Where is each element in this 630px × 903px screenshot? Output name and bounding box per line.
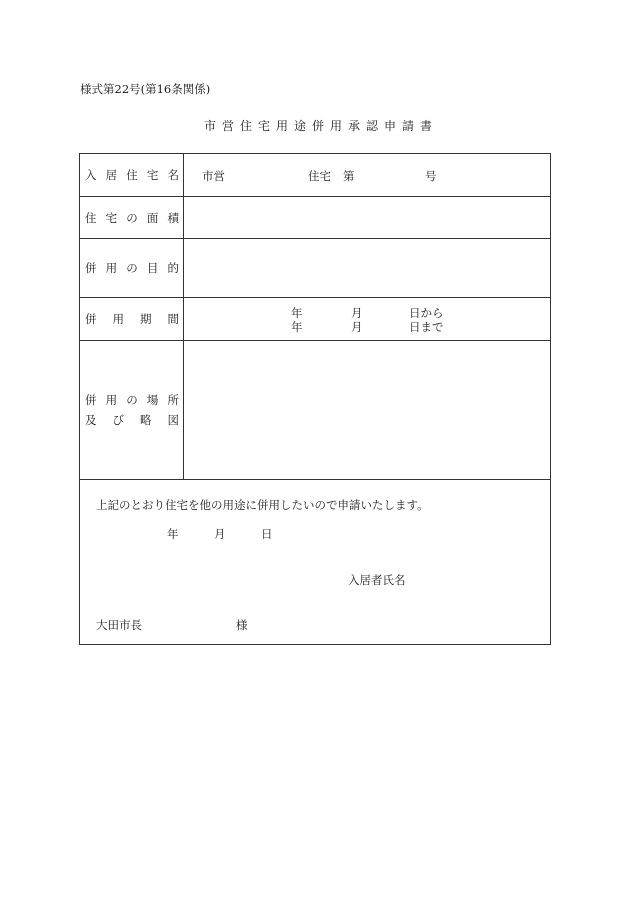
declaration-statement: 上記のとおり住宅を他の用途に併用したいので申請いたします。 <box>96 498 429 512</box>
declaration-area <box>80 480 550 646</box>
housing-text: 住宅 <box>308 169 331 183</box>
location-label-line2: 及び略図 <box>85 413 179 427</box>
use-period-label: 併用期間 <box>85 312 179 326</box>
housing-area-label: 住宅の面積 <box>85 210 179 225</box>
city-text: 市営 <box>202 169 225 183</box>
form-number: 様式第22号(第16条関係) <box>80 82 211 96</box>
honorific-text: 様 <box>236 618 248 632</box>
row-use-location <box>80 341 550 480</box>
label-cell <box>80 154 184 196</box>
label-cell <box>80 298 184 340</box>
period-to-year: 年 <box>291 320 303 334</box>
period-to-day: 日まで <box>409 320 444 334</box>
row-housing-area <box>80 197 550 239</box>
number-suffix-text: 号 <box>425 169 437 183</box>
location-label-stack <box>85 392 179 428</box>
document-title: 市営住宅用途併用承認申請書 <box>203 119 438 133</box>
period-from-month: 月 <box>351 306 363 320</box>
date-month: 月 <box>214 527 226 541</box>
use-purpose-label: 併用の目的 <box>85 261 179 275</box>
period-from-year: 年 <box>291 306 303 320</box>
date-day: 日 <box>261 527 273 541</box>
date-year: 年 <box>167 527 179 541</box>
use-purpose-field[interactable] <box>184 239 550 297</box>
row-residence-name <box>80 154 550 197</box>
housing-area-field[interactable] <box>184 197 550 238</box>
use-period-field[interactable] <box>184 298 550 340</box>
location-label-line1: 併用の場所 <box>85 393 179 407</box>
number-prefix-text: 第 <box>343 169 355 183</box>
label-cell <box>80 197 184 238</box>
label-cell <box>80 341 184 479</box>
row-use-period <box>80 298 550 341</box>
applicant-name-label: 入居者氏名 <box>348 573 406 587</box>
residence-name-label: 入居住宅名 <box>85 168 179 182</box>
residence-name-field[interactable] <box>184 154 550 196</box>
location-sketch-field[interactable] <box>184 341 550 479</box>
period-from-day: 日から <box>409 306 444 320</box>
application-form-table <box>79 153 551 645</box>
row-use-purpose <box>80 239 550 298</box>
label-cell <box>80 239 184 297</box>
addressee-text: 大田市長 <box>96 618 142 632</box>
period-to-month: 月 <box>351 320 363 334</box>
